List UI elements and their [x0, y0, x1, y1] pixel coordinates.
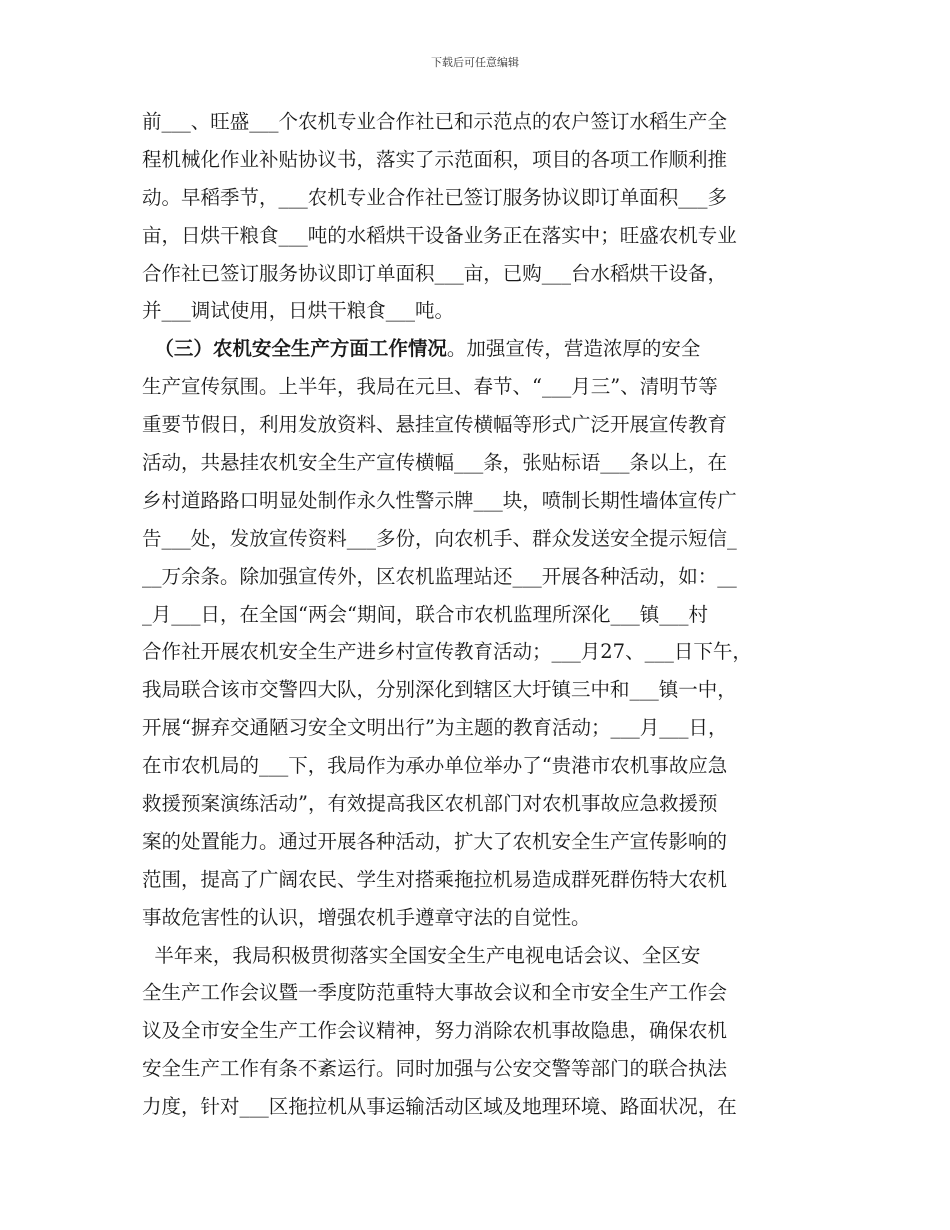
text-line-24: 全生产工作会议暨一季度防范重特大事故会议和全市安全生产工作会 [142, 981, 728, 1005]
text-line-3: 动。早稻季节，___农机专业合作社已签订服务协议即订单面积___多 [142, 185, 728, 209]
page-header [0, 54, 950, 70]
text-line-13: __万余条。除加强宣传外，区农机监理站还___开展各种活动，如：__ [142, 564, 737, 588]
text-line-9: 重要节假日，利用发放资料、悬挂宣传横幅等形式广泛开展宣传教育 [142, 413, 728, 437]
text-line-17: 开展“摒弃交通陋习安全文明出行”为主题的教育活动；___月___日， [142, 716, 728, 740]
text-line-20: 案的处置能力。通过开展各种活动，扩大了农机安全生产宣传影响的 [142, 829, 728, 853]
text-line-14: _月___日，在全国“两会“期间，联合市农机监理所深化___镇___村 [142, 602, 708, 626]
text-line-5: 合作社已签订服务协议即订单面积___亩，已购___台水稻烘干设备， [142, 261, 728, 285]
section-heading-line: （三）农机安全生产方面工作情况。加强宣传，营造浓厚的安全 [154, 337, 701, 361]
text-line-19: 救援预案演练活动”，有效提高我区农机部门对农机事故应急救援预 [142, 792, 718, 816]
text-line-11: 乡村道路路口明显处制作永久性警示牌___块，喷制长期性墙体宣传广 [142, 488, 737, 512]
text-line-1: 前___、旺盛___个农机专业合作社已和示范点的农户签订水稻生产全 [142, 110, 728, 133]
section-heading: （三）农机安全生产方面工作情况 [154, 337, 447, 361]
text-line-8: 生产宣传氛围。上半年，我局在元旦、春节、“___月三”、清明节等 [142, 375, 718, 399]
text-line-27: 力度，针对___区拖拉机从事运输活动区域及地理环境、路面状况，在 [142, 1095, 737, 1119]
text-line-18: 在市农机局的___下，我局作为承办单位举办了“贵港市农机事故应急 [142, 754, 728, 778]
text-line-2: 程机械化作业补贴协议书，落实了示范面积，项目的各项工作顺利推 [142, 147, 728, 171]
text-line-25: 议及全市安全生产工作会议精神，努力消除农机事故隐患，确保农机 [142, 1019, 728, 1043]
text-line-4: 亩，日烘干粮食___吨的水稻烘干设备业务正在落实中；旺盛农机专业 [142, 223, 737, 247]
text-line-23: 半年来，我局积极贯彻落实全国安全生产电视电话会议、全区安 [142, 943, 701, 967]
text-line-21: 范围，提高了广阔农民、学生对搭乘拖拉机易造成群死群伤特大农机 [142, 867, 728, 891]
text-line-15: 合作社开展农机安全生产进乡村宣传教育活动；___月27、___日下午， [142, 640, 752, 664]
text-line-22: 事故危害性的认识，增强农机手遵章守法的自觉性。 [142, 905, 591, 929]
text-line-16: 我局联合该市交警四大队，分别深化到辖区大圩镇三中和___镇一中， [142, 678, 737, 702]
text-line-26: 安全生产工作有条不紊运行。同时加强与公安交警等部门的联合执法 [142, 1057, 728, 1081]
text-line-12: 告___处，发放宣传资料___多份，向农机手、群众发送安全提示短信_ [142, 526, 737, 550]
header-text: 下载后可任意编辑 [431, 56, 519, 69]
text-line-10: 活动，共悬挂农机安全生产宣传横幅___条，张贴标语___条以上，在 [142, 451, 728, 475]
document-body [142, 103, 820, 1126]
text-line-6: 并___调试使用，日烘干粮食___吨。 [142, 299, 455, 323]
